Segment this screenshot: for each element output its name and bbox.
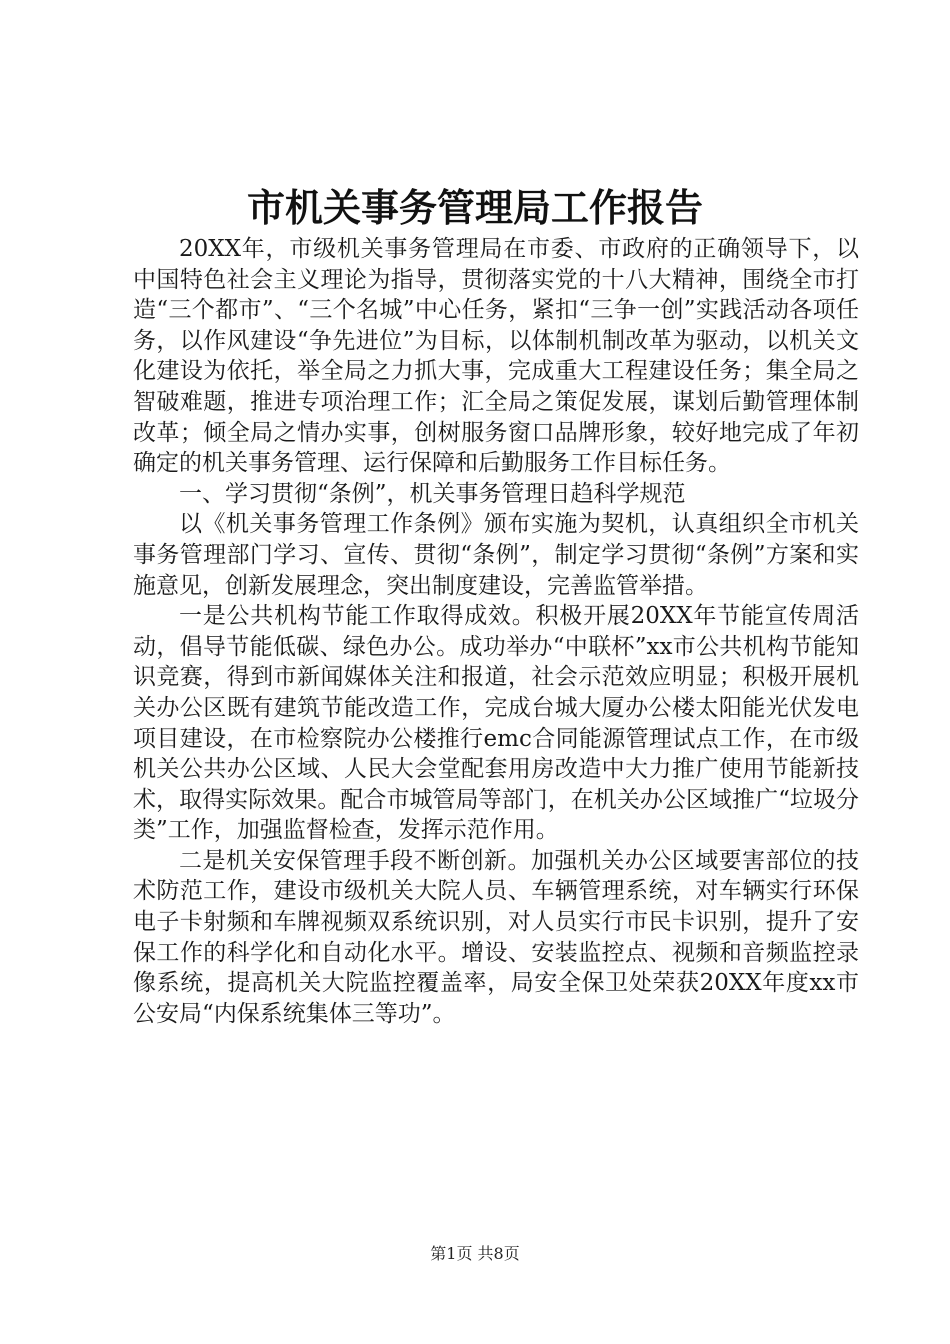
- document-body: [133, 234, 859, 1029]
- paragraph-energy-saving: 一是公共机构节能工作取得成效。积极开展20XX年节能宣传周活动，倡导节能低碳、绿色办公。成功举办“中联杯”xx市公共机构节能知识竞赛，得到市新闻媒体关注和报道，社会示范效应明显；积极开展机关办公区既有建筑节能改造工作，完成台城大厦办公楼太阳能光伏发电项目建设，在市检察院办公楼推行emc合同能源管理试点工作，在市级机关公共办公区域、人民大会堂配套用房改造中大力推广使用节能新技术，取得实际效果。配合市城管局等部门，在机关办公区域推广“垃圾分类”工作，加强监督检查，发挥示范作用。: [133, 603, 859, 844]
- document-title: 市机关事务管理局工作报告: [246, 185, 703, 230]
- page-number: 第1页 共8页: [430, 1244, 520, 1263]
- paragraph-intro: 20XX年，市级机关事务管理局在市委、市政府的正确领导下，以中国特色社会主义理论为指导，贯彻落实党的十八大精神，围绕全市打造“三个都市”、“三个名城”中心任务，紧扣“三争一创”实践活动各项任务，以作风建设“争先进位”为目标，以体制机制改革为驱动，以机关文化建设为依托，举全局之力抓大事，完成重大工程建设任务；集全局之智破难题，推进专项治理工作；汇全局之策促发展，谋划后勤管理体制改革；倾全局之情办实事，创树服务窗口品牌形象，较好地完成了年初确定的机关事务管理、运行保障和后勤服务工作目标任务。: [133, 236, 859, 477]
- paragraph-regulation: 以《机关事务管理工作条例》颁布实施为契机，认真组织全市机关事务管理部门学习、宣传、贯彻“条例”，制定学习贯彻“条例”方案和实施意见，创新发展理念，突出制度建设，完善监管举措。: [133, 511, 859, 599]
- paragraph-security: 二是机关安保管理手段不断创新。加强机关办公区域要害部位的技术防范工作，建设市级机关大院人员、车辆管理系统，对车辆实行环保电子卡射频和车牌视频双系统识别，对人员实行市民卡识别，提升了安保工作的科学化和自动化水平。增设、安装监控点、视频和音频监控录像系统，提高机关大院监控覆盖率，局安全保卫处荣获20XX年度xx市公安局“内保系统集体三等功”。: [133, 847, 859, 1027]
- section-heading-1: 一、学习贯彻“条例”，机关事务管理日趋科学规范: [179, 480, 686, 507]
